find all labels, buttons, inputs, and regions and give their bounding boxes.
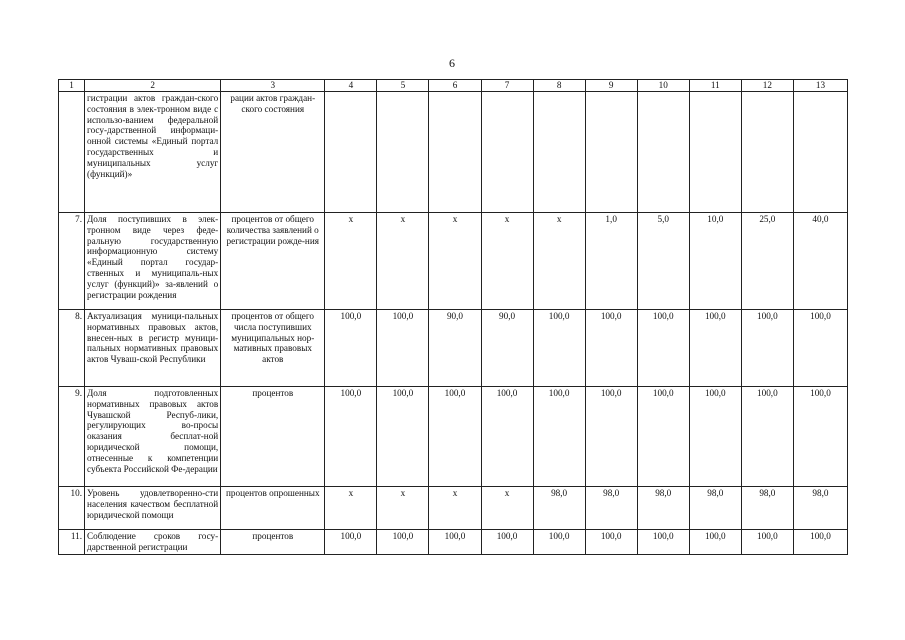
table-row [59, 213, 848, 310]
value-cell: 100,0 [325, 530, 377, 555]
value-cell: 100,0 [793, 387, 847, 487]
value-cell: х [481, 487, 533, 530]
value-cell: 98,0 [533, 487, 585, 530]
row-number: 10. [59, 487, 85, 530]
value-cell [533, 92, 585, 213]
value-cell: 100,0 [429, 387, 481, 487]
value-cell: 100,0 [689, 530, 741, 555]
unit-of-measure: процентов опрошенных [221, 487, 325, 530]
value-cell: 100,0 [377, 530, 429, 555]
value-cell [793, 92, 847, 213]
value-cell: 100,0 [481, 530, 533, 555]
value-cell: 100,0 [325, 387, 377, 487]
indicator-name: Соблюдение сроков госу-дарственной регистрации [85, 530, 221, 555]
value-cell: х [429, 213, 481, 310]
indicator-name: Уровень удовлетворенно-сти населения качеством бесплатной юридической помощи [85, 487, 221, 530]
row-number: 8. [59, 310, 85, 387]
unit-of-measure: процентов [221, 387, 325, 487]
unit-of-measure: процентов от общего числа поступивших муниципальных нор-мативных правовых актов [221, 310, 325, 387]
value-cell: 98,0 [689, 487, 741, 530]
value-cell: 1,0 [585, 213, 637, 310]
table-row [59, 387, 848, 487]
value-cell: 100,0 [377, 310, 429, 387]
value-cell: 100,0 [585, 310, 637, 387]
indicator-name: Доля поступивших в элек-тронном виде через феде-ральную государственную информационную систему «Единый портал государ-ственных и муниципаль-ных услуг (функций)» за-явлений о регистрации рождения [85, 213, 221, 310]
value-cell: 100,0 [793, 310, 847, 387]
value-cell: 100,0 [689, 310, 741, 387]
page-number: 6 [449, 56, 455, 70]
value-cell: 100,0 [533, 387, 585, 487]
value-cell: х [377, 487, 429, 530]
indicator-name: Актуализация муници-пальных нормативных правовых актов, внесен-ных в регистр муници-пальных нормативных правовых актов Чуваш-ской Республики [85, 310, 221, 387]
column-header: 10 [637, 80, 689, 92]
value-cell [741, 92, 793, 213]
unit-of-measure: рации актов граждан-ского состояния [221, 92, 325, 213]
value-cell: х [533, 213, 585, 310]
value-cell [689, 92, 741, 213]
column-header: 11 [689, 80, 741, 92]
row-number: 11. [59, 530, 85, 555]
value-cell: 100,0 [741, 310, 793, 387]
column-header: 7 [481, 80, 533, 92]
value-cell: 100,0 [585, 387, 637, 487]
value-cell [429, 92, 481, 213]
column-header: 3 [221, 80, 325, 92]
column-header: 9 [585, 80, 637, 92]
value-cell: 90,0 [481, 310, 533, 387]
column-header: 13 [793, 80, 847, 92]
unit-of-measure: процентов от общего количества заявлений о регистрации рожде-ния [221, 213, 325, 310]
table-row [59, 310, 848, 387]
column-header: 12 [741, 80, 793, 92]
value-cell: 100,0 [689, 387, 741, 487]
value-cell: 100,0 [637, 530, 689, 555]
value-cell: х [325, 487, 377, 530]
value-cell: 98,0 [741, 487, 793, 530]
value-cell: х [429, 487, 481, 530]
value-cell: 100,0 [637, 387, 689, 487]
column-header: 2 [85, 80, 221, 92]
value-cell: 5,0 [637, 213, 689, 310]
value-cell: 25,0 [741, 213, 793, 310]
header-row [59, 80, 848, 92]
value-cell: 98,0 [585, 487, 637, 530]
column-header: 4 [325, 80, 377, 92]
value-cell: 100,0 [585, 530, 637, 555]
value-cell [325, 92, 377, 213]
value-cell [377, 92, 429, 213]
unit-of-measure: процентов [221, 530, 325, 555]
value-cell: 98,0 [637, 487, 689, 530]
value-cell: х [377, 213, 429, 310]
value-cell: 100,0 [741, 387, 793, 487]
indicator-name: Доля подготовленных нормативных правовых актов Чувашской Респуб-лики, регулирующих во-просы оказания бесплат-ной юридической помощи, отнесенные к компетенции субъекта Российской Фе-дерации [85, 387, 221, 487]
value-cell: 40,0 [793, 213, 847, 310]
table-row [59, 92, 848, 213]
value-cell: 100,0 [533, 530, 585, 555]
value-cell: 90,0 [429, 310, 481, 387]
value-cell: 100,0 [741, 530, 793, 555]
column-header: 5 [377, 80, 429, 92]
column-header: 8 [533, 80, 585, 92]
row-number: 7. [59, 213, 85, 310]
row-number: 9. [59, 387, 85, 487]
value-cell [637, 92, 689, 213]
value-cell: х [325, 213, 377, 310]
value-cell: 100,0 [793, 530, 847, 555]
value-cell: 100,0 [325, 310, 377, 387]
value-cell: 100,0 [637, 310, 689, 387]
value-cell: 100,0 [377, 387, 429, 487]
table-row [59, 530, 848, 555]
value-cell: 100,0 [481, 387, 533, 487]
value-cell [481, 92, 533, 213]
row-number [59, 92, 85, 213]
value-cell [585, 92, 637, 213]
value-cell: 98,0 [793, 487, 847, 530]
value-cell: 100,0 [429, 530, 481, 555]
column-header: 6 [429, 80, 481, 92]
indicator-name: гистрации актов граждан-ского состояния в элек-тронном виде с использо-ванием федеральной госу-дарственной информаци-онной системы «Единый портал государственных и муниципальных услуг (функций)» [85, 92, 221, 213]
column-header: 1 [59, 80, 85, 92]
indicators-table [58, 79, 848, 555]
table-row [59, 487, 848, 530]
value-cell: х [481, 213, 533, 310]
value-cell: 10,0 [689, 213, 741, 310]
value-cell: 100,0 [533, 310, 585, 387]
